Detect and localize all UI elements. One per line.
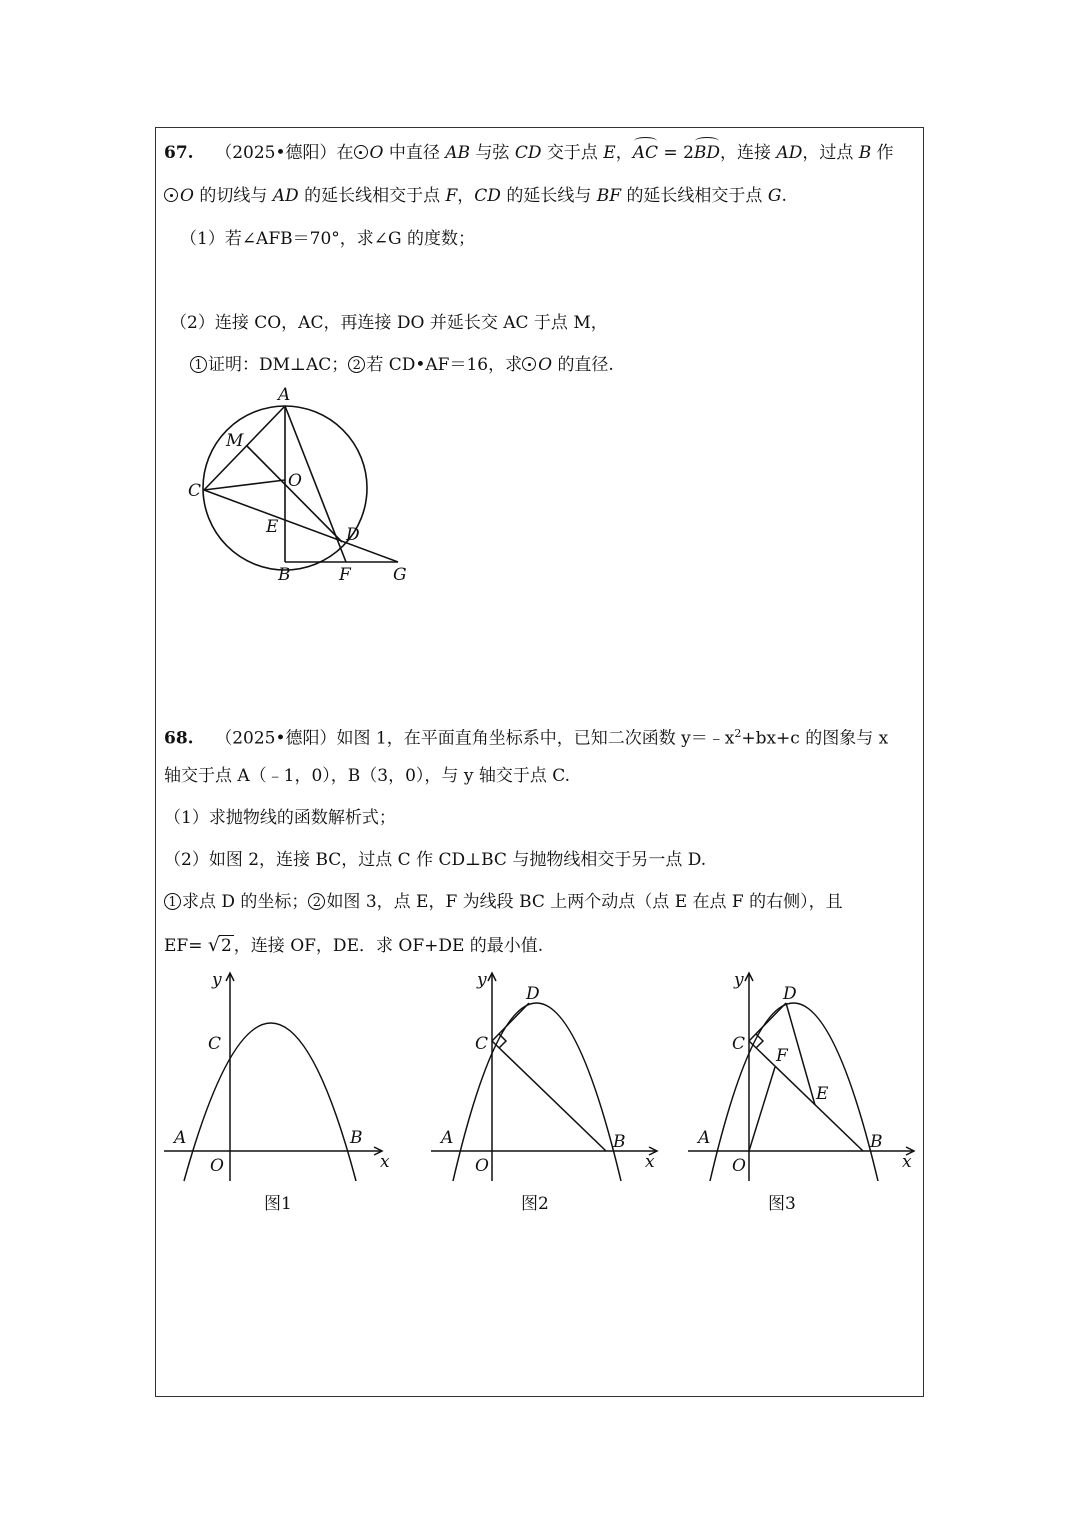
label-y: y (212, 970, 222, 990)
right-angle-mark (756, 1034, 763, 1048)
label-o: O (288, 471, 302, 491)
circled-number: 1 (190, 356, 207, 373)
q67-circle-figure (180, 380, 420, 590)
q68-part1: （1）求抛物线的函数解析式； (164, 808, 396, 828)
q67-part2: （2）连接 CO，AC，再连接 DO 并延长交 AC 于点 M， (170, 313, 608, 333)
arc-bd: BD (693, 143, 721, 163)
label-f: F (776, 1046, 788, 1066)
label-b: B (278, 565, 291, 585)
label-e: E (816, 1084, 829, 1104)
q67-line2: O 的切线与 AD 的延长线相交于点 F，CD 的延长线与 BF 的延长线相交于点 G. (164, 184, 787, 208)
q67-subparts: 1 证明：DM⊥AC； 2 若 CD•AF＝16，求 O 的直径. (190, 353, 614, 377)
segment-cd (749, 1003, 786, 1041)
sqrt-value: 2 (220, 936, 232, 956)
parabola (453, 1003, 621, 1181)
right-angle-mark (499, 1034, 506, 1048)
label-b: B (870, 1132, 883, 1152)
label-x: x (902, 1152, 912, 1172)
label-c: C (732, 1034, 746, 1054)
segment-of (749, 1067, 775, 1151)
label-c: C (208, 1034, 222, 1054)
circle-symbol-icon (354, 145, 368, 159)
q67-part1: （1）若∠AFB＝70°，求∠G 的度数； (180, 229, 475, 249)
label-e: E (266, 517, 279, 537)
q68-figure-1 (160, 965, 400, 1220)
q67-line1: 67. （2025•德阳）在 O 中直径 AB 与弦 CD 交于点 E，AC = 2BD，连接 AD，过点 B 作 (164, 143, 894, 163)
label-a: A (174, 1128, 187, 1148)
label-y: y (477, 970, 487, 990)
label-a: A (441, 1128, 454, 1148)
label-x: x (645, 1152, 655, 1172)
label-a: A (278, 385, 291, 405)
circled-number: 2 (308, 893, 325, 910)
label-b: B (613, 1132, 626, 1152)
label-m: M (226, 431, 244, 451)
label-y: y (734, 970, 744, 990)
label-d: D (526, 984, 540, 1004)
circled-number: 2 (348, 356, 365, 373)
q68-part2: （2）如图 2，连接 BC，过点 C 作 CD⊥BC 与抛物线相交于另一点 D. (164, 850, 707, 870)
circle-symbol-icon (522, 357, 536, 371)
label-c: C (188, 481, 202, 501)
circled-number: 1 (164, 893, 181, 910)
label-a: A (698, 1128, 711, 1148)
segment-cb (492, 1041, 606, 1151)
label-x: x (380, 1152, 390, 1172)
label-f: F (339, 565, 351, 585)
fig2-caption: 图2 (521, 1194, 549, 1214)
label-d: D (346, 525, 360, 545)
label-o: O (732, 1156, 746, 1176)
label-d: D (783, 984, 797, 1004)
label-c: C (475, 1034, 489, 1054)
q68-line1: 68. （2025•德阳）如图 1，在平面直角坐标系中，已知二次函数 $y=﹣x^2+bx+c$ 的图象与 x (164, 727, 889, 749)
line-ca (204, 406, 285, 490)
q68-figure-2 (425, 965, 670, 1220)
circle-symbol-icon (164, 188, 178, 202)
arc-ac: AC (632, 143, 659, 163)
fig3-caption: 图3 (768, 1194, 796, 1214)
q68-line2: 轴交于点 A（﹣1，0），B（3，0），与 y 轴交于点 C. (164, 766, 571, 786)
q68-figure-3 (682, 965, 922, 1220)
label-o: O (210, 1156, 224, 1176)
label-b: B (350, 1128, 363, 1148)
label-g: G (393, 565, 407, 585)
fig1-caption: 图1 (264, 1194, 292, 1214)
q67-number: 67. (164, 143, 194, 163)
line-co (204, 480, 285, 490)
q68-last-line: EF= √2 ，连接 OF，DE．求 OF+DE 的最小值. (164, 934, 544, 956)
q68-subparts: 1 求点 D 的坐标； 2 如图 3，点 E，F 为线段 BC 上两个动点（点 E 在点 F 的右侧），且 (164, 890, 843, 914)
segment-cd (492, 1003, 529, 1041)
label-o: O (475, 1156, 489, 1176)
line-dm (247, 446, 342, 542)
